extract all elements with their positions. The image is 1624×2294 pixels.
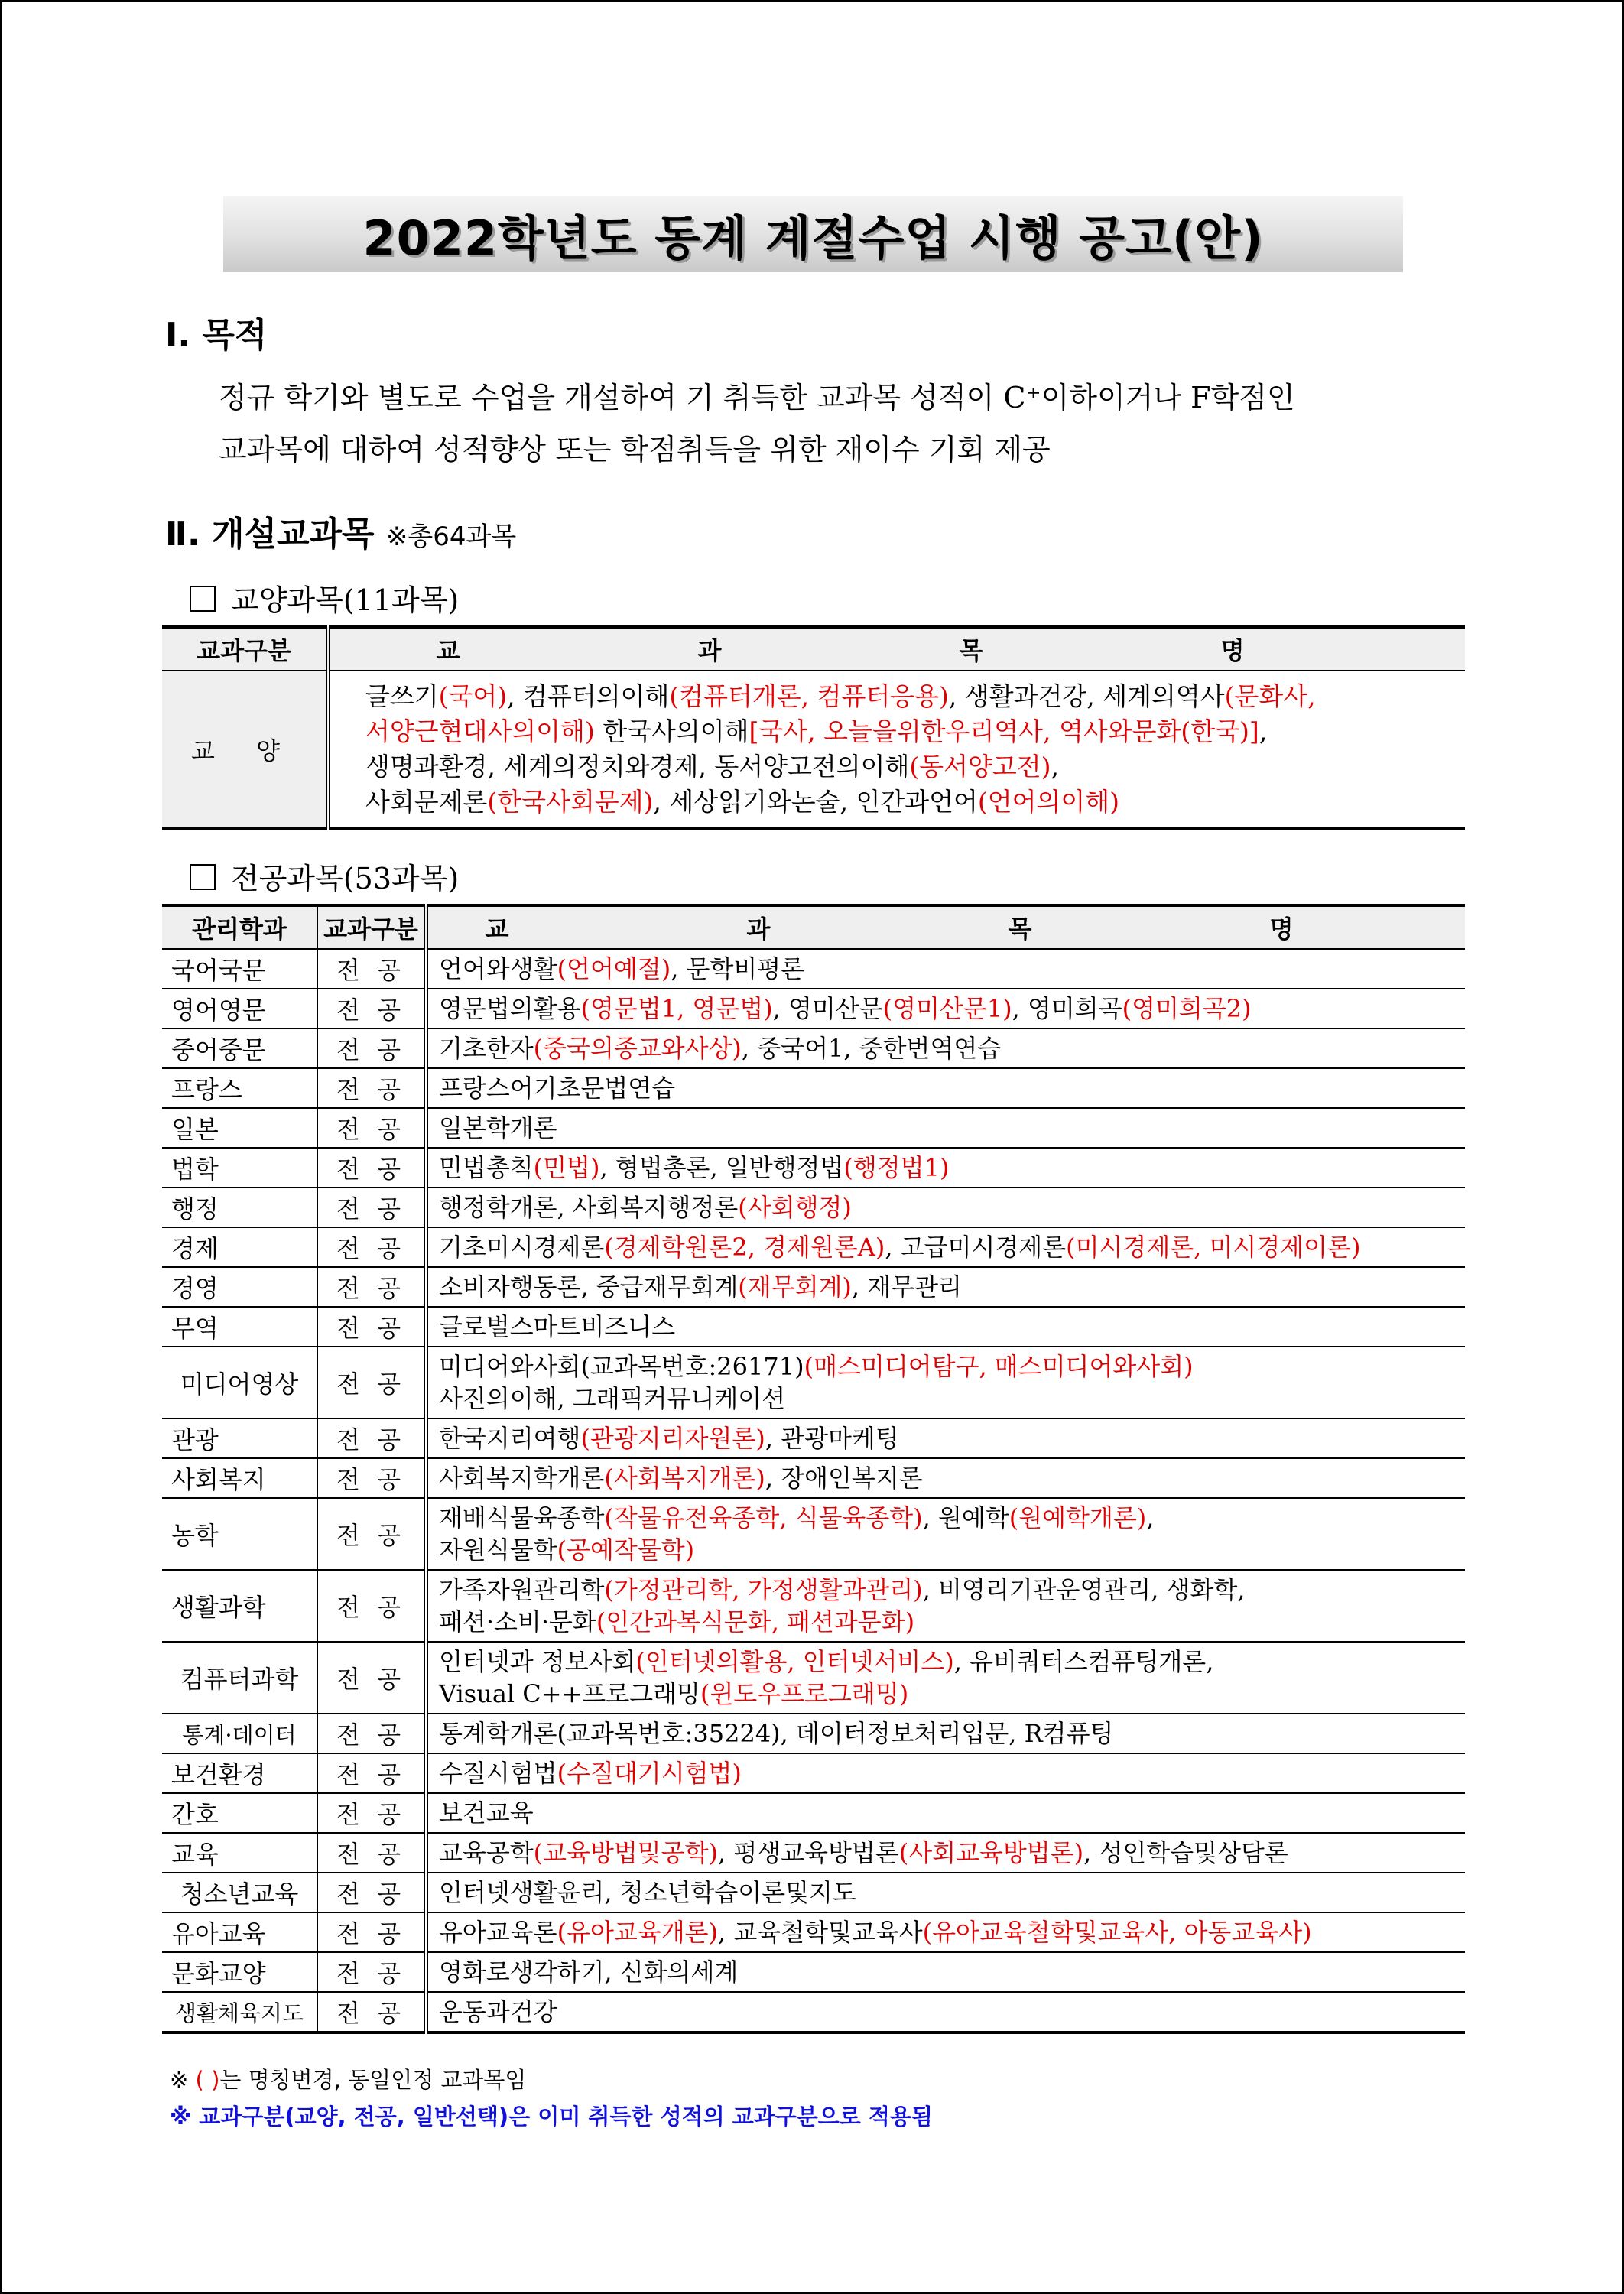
- type-cell: 전 공: [317, 1992, 426, 2032]
- course-text: , 고급미시경제론: [885, 1233, 1067, 1262]
- course-line: [439, 1717, 1454, 1750]
- course-names-cell: [426, 1068, 1465, 1108]
- course-text: , 교육철학및교육사: [718, 1918, 923, 1947]
- course-names-cell: [426, 1188, 1465, 1227]
- type-cell: 전 공: [317, 1952, 426, 1992]
- course-text: 사회복지학개론: [439, 1464, 605, 1493]
- footnote-former-name: ( ): [195, 2067, 220, 2093]
- course-text: 운동과건강: [439, 1997, 557, 2026]
- table-row: [162, 1148, 1465, 1188]
- course-former-name: (사회복지개론): [604, 1464, 765, 1493]
- course-line: [439, 1574, 1454, 1606]
- general-course-names: [328, 671, 1465, 829]
- type-cell: 전 공: [317, 1028, 426, 1068]
- table-row: [162, 1267, 1465, 1307]
- course-names-cell: [426, 1714, 1465, 1753]
- course-text: , 관광마케팅: [765, 1424, 899, 1453]
- course-line: [365, 749, 1430, 785]
- dept-cell: 컴퓨터과학: [162, 1642, 317, 1714]
- dept-cell: 일본: [162, 1108, 317, 1148]
- footnote-category-rule: [170, 2100, 933, 2131]
- course-former-name: (미시경제론, 미시경제이론): [1066, 1233, 1361, 1262]
- table-row: [162, 989, 1465, 1028]
- table-row: [162, 1793, 1465, 1833]
- course-text: 영문법의활용: [439, 994, 581, 1023]
- course-names-cell: [426, 1912, 1465, 1952]
- course-text: 인터넷과 정보사회: [439, 1647, 636, 1676]
- table-row: [162, 1753, 1465, 1793]
- course-names-cell: [426, 1148, 1465, 1188]
- course-line: [439, 993, 1454, 1025]
- major-col-type: 교과구분: [317, 905, 426, 949]
- course-text: 유아교육론: [439, 1918, 557, 1947]
- dept-cell: 영어영문: [162, 989, 317, 1028]
- course-former-name: (작물유전육종학, 식물육종학): [604, 1503, 923, 1532]
- course-text: 수질시험법: [439, 1759, 557, 1788]
- dept-cell: 간호: [162, 1793, 317, 1833]
- course-text: 미디어와사회(교과목번호:26171): [439, 1352, 804, 1381]
- table-row: [162, 1068, 1465, 1108]
- course-names-cell: [426, 1952, 1465, 1992]
- table-row: [162, 1992, 1465, 2032]
- course-line: [439, 1996, 1454, 2028]
- course-names-cell: [426, 1753, 1465, 1793]
- course-line: [439, 1072, 1454, 1104]
- course-line: [439, 1502, 1454, 1534]
- course-former-name: [국사, 오늘을위한우리역사, 역사와문화(한국)]: [749, 716, 1259, 746]
- dept-cell: 문화교양: [162, 1952, 317, 1992]
- course-names-cell: [426, 1873, 1465, 1912]
- general-col-names: 교 과 목 명: [328, 627, 1465, 671]
- course-line: [439, 1797, 1454, 1829]
- course-line: [439, 1606, 1454, 1638]
- dept-cell: 농학: [162, 1498, 317, 1570]
- course-line: [439, 1956, 1454, 1988]
- type-cell: 전 공: [317, 1570, 426, 1642]
- course-text: , 성인학습및상담론: [1083, 1838, 1288, 1867]
- course-names-cell: [426, 1458, 1465, 1498]
- course-former-name: (재무회계): [738, 1272, 852, 1301]
- dept-cell: 사회복지: [162, 1458, 317, 1498]
- table-row: [162, 1227, 1465, 1267]
- course-names-cell: [426, 989, 1465, 1028]
- course-text: 글로벌스마트비즈니스: [439, 1312, 676, 1341]
- course-text: 프랑스어기초문법연습: [439, 1074, 676, 1103]
- course-former-name: (수질대기시험법): [557, 1759, 742, 1788]
- checkbox-square-icon: [190, 586, 216, 612]
- general-heading: 교양과목(11과목): [231, 583, 460, 617]
- course-former-name: (교육방법및공학): [533, 1838, 719, 1867]
- course-line: [439, 1757, 1454, 1789]
- course-names-cell: [426, 1108, 1465, 1148]
- course-former-name: (인터넷의활용, 인터넷서비스): [635, 1647, 954, 1676]
- course-text: 영화로생각하기, 신화의세계: [439, 1958, 739, 1987]
- general-courses-table: [162, 625, 1465, 830]
- course-line: [365, 714, 1430, 749]
- section-2-note: ※총64과목: [385, 522, 517, 552]
- course-line: [365, 679, 1430, 714]
- title-banner: [223, 196, 1403, 272]
- course-line: [439, 1534, 1454, 1566]
- course-text: 사회문제론: [365, 787, 488, 817]
- table-row: [162, 1108, 1465, 1148]
- course-former-name: (영문법1, 영문법): [580, 994, 773, 1023]
- dept-cell: 통계·데이터: [162, 1714, 317, 1753]
- course-names-cell: [426, 1347, 1465, 1418]
- footnote-text: 는 명칭변경, 동일인정 교과목임: [219, 2067, 527, 2093]
- course-former-name: (한국사회문제): [487, 787, 654, 817]
- course-text: , 영미산문: [772, 994, 883, 1023]
- course-line: [439, 1837, 1454, 1869]
- course-former-name: (영미희곡2): [1122, 994, 1252, 1023]
- course-text: 인터넷생활윤리, 청소년학습이론및지도: [439, 1878, 856, 1907]
- footnote-rename: [170, 2063, 526, 2094]
- course-former-name: 서양근현대사의이해): [365, 716, 595, 746]
- type-cell: 전 공: [317, 1873, 426, 1912]
- course-names-cell: [426, 1992, 1465, 2032]
- course-text: , 장애인복지론: [765, 1464, 923, 1493]
- course-names-cell: [426, 949, 1465, 989]
- dept-cell: 경제: [162, 1227, 317, 1267]
- type-cell: 전 공: [317, 1753, 426, 1793]
- course-text: Visual C++프로그래밍: [439, 1679, 700, 1708]
- course-former-name: (유아교육개론): [557, 1918, 719, 1947]
- course-former-name: (중국의종교와사상): [533, 1034, 742, 1063]
- dept-cell: 청소년교육: [162, 1873, 317, 1912]
- course-former-name: (사회행정): [738, 1193, 852, 1222]
- course-former-name: (언어예절): [557, 954, 671, 983]
- dept-cell: 경영: [162, 1267, 317, 1307]
- course-former-name: (공예작물학): [557, 1535, 695, 1565]
- type-cell: 전 공: [317, 949, 426, 989]
- course-line: [439, 1231, 1454, 1263]
- course-line: [439, 1271, 1454, 1303]
- page-title: 2022학년도 동계 계절수업 시행 공고(안): [362, 210, 1264, 266]
- type-cell: 전 공: [317, 1307, 426, 1347]
- footnote-text: ※ 교과구분(교양, 전공, 일반선택)은 이미 취득한 성적의 교과구분으로 적용됨: [170, 2104, 933, 2130]
- dept-cell: 생활과학: [162, 1570, 317, 1642]
- course-names-cell: [426, 1793, 1465, 1833]
- type-cell: 전 공: [317, 989, 426, 1028]
- course-text: 민법총칙: [439, 1153, 534, 1182]
- type-cell: 전 공: [317, 1793, 426, 1833]
- course-text: , 중국어1, 중한번역연습: [741, 1034, 1002, 1063]
- course-text: 기초미시경제론: [439, 1233, 605, 1262]
- dept-cell: 법학: [162, 1148, 317, 1188]
- course-former-name: (언어의이해): [977, 787, 1120, 817]
- type-cell: 전 공: [317, 1458, 426, 1498]
- course-text: 한국사의이해: [594, 716, 749, 746]
- course-text: 가족자원관리학: [439, 1575, 605, 1604]
- course-line: [439, 1032, 1454, 1064]
- type-cell: 전 공: [317, 1188, 426, 1227]
- course-text: 통계학개론(교과목번호:35224), 데이터정보처리입문, R컴퓨팅: [439, 1719, 1114, 1748]
- course-text: , 평생교육방법론: [718, 1838, 899, 1867]
- course-line: [439, 953, 1454, 985]
- table-row: [162, 1188, 1465, 1227]
- dept-cell: 중어중문: [162, 1028, 317, 1068]
- course-text: ,: [1051, 752, 1060, 781]
- table-row: [162, 1833, 1465, 1873]
- type-cell: 전 공: [317, 1108, 426, 1148]
- course-former-name: (컴퓨터개론, 컴퓨터응용): [669, 681, 949, 711]
- course-line: [439, 1191, 1454, 1223]
- course-text: , 형법총론, 일반행정법: [599, 1153, 844, 1182]
- course-text: 사진의이해, 그래픽커뮤니케이션: [439, 1384, 786, 1413]
- course-text: 일본학개론: [439, 1113, 557, 1142]
- course-text: 글쓰기: [365, 681, 439, 711]
- table-row: [162, 1952, 1465, 1992]
- course-text: 소비자행동론, 중급재무회계: [439, 1272, 739, 1301]
- major-col-names: 교 과 목 명: [426, 905, 1465, 949]
- table-row: [162, 949, 1465, 989]
- dept-cell: 생활체육지도: [162, 1992, 317, 2032]
- course-text: , 문학비평론: [671, 954, 805, 983]
- course-line: [439, 1350, 1454, 1383]
- course-line: [439, 1311, 1454, 1343]
- table-row: [162, 1458, 1465, 1498]
- course-text: 패션·소비·문화: [439, 1607, 596, 1636]
- type-cell: 전 공: [317, 1068, 426, 1108]
- dept-cell: 무역: [162, 1307, 317, 1347]
- course-text: , 비영리기관운영관리, 생화학,: [922, 1575, 1246, 1604]
- table-row: [162, 1418, 1465, 1458]
- type-cell: 전 공: [317, 1642, 426, 1714]
- course-former-name: (국어): [438, 681, 508, 711]
- course-text: 자원식물학: [439, 1535, 557, 1565]
- course-former-name: (민법): [533, 1153, 600, 1182]
- type-cell: 전 공: [317, 1347, 426, 1418]
- course-names-cell: [426, 1498, 1465, 1570]
- type-cell: 전 공: [317, 1912, 426, 1952]
- type-cell: 전 공: [317, 1833, 426, 1873]
- course-line: [439, 1383, 1454, 1415]
- course-names-cell: [426, 1570, 1465, 1642]
- major-col-dept: 관리학과: [162, 905, 317, 949]
- course-line: [439, 1916, 1454, 1948]
- course-text: 교육공학: [439, 1838, 534, 1867]
- section-1-heading: Ⅰ. 목적: [165, 316, 268, 355]
- course-text: ,: [1146, 1503, 1155, 1532]
- dept-cell: 보건환경: [162, 1753, 317, 1793]
- course-line: [439, 1876, 1454, 1909]
- major-heading: 전공과목(53과목): [231, 862, 460, 895]
- table-row: [162, 1498, 1465, 1570]
- course-line: [439, 1678, 1454, 1710]
- general-col-type: 교과구분: [162, 627, 328, 671]
- course-former-name: (매스미디어탐구, 매스미디어와사회): [804, 1352, 1194, 1381]
- course-former-name: (인간과복식문화, 패션과문화): [596, 1607, 915, 1636]
- section-1-line-1: 정규 학기와 별도로 수업을 개설하여 기 취득한 교과목 성적이 C⁺이하이거나 F학점인: [219, 381, 1295, 414]
- course-text: 보건교육: [439, 1798, 534, 1828]
- course-line: [365, 785, 1430, 820]
- section-1-line-2: 교과목에 대하여 성적향상 또는 학점취득을 위한 재이수 기회 제공: [219, 433, 1051, 466]
- course-text: , 컴퓨터의이해: [507, 681, 670, 711]
- footnote-text: ※: [170, 2067, 196, 2093]
- type-cell: 전 공: [317, 1148, 426, 1188]
- dept-cell: 관광: [162, 1418, 317, 1458]
- type-cell: 전 공: [317, 1498, 426, 1570]
- course-text: 언어와생활: [439, 954, 557, 983]
- course-text: , 유비쿼터스컴퓨팅개론,: [953, 1647, 1214, 1676]
- course-names-cell: [426, 1028, 1465, 1068]
- table-row: [162, 671, 1465, 829]
- course-names-cell: [426, 1227, 1465, 1267]
- table-row: [162, 1570, 1465, 1642]
- course-former-name: (윈도우프로그래밍): [700, 1679, 909, 1708]
- course-former-name: (사회교육방법론): [898, 1838, 1084, 1867]
- course-line: [439, 1152, 1454, 1184]
- table-row: [162, 1714, 1465, 1753]
- course-line: [439, 1112, 1454, 1144]
- type-cell: 전 공: [317, 1714, 426, 1753]
- type-cell: 전 공: [317, 1267, 426, 1307]
- course-text: , 생활과건강, 세계의역사: [948, 681, 1225, 711]
- course-former-name: (가정관리학, 가정생활과관리): [604, 1575, 923, 1604]
- course-former-name: (원예학개론): [1009, 1503, 1147, 1532]
- major-subheading: [190, 855, 459, 897]
- course-line: [439, 1422, 1454, 1454]
- course-text: 행정학개론, 사회복지행정론: [439, 1193, 739, 1222]
- section-1-body: [219, 372, 1473, 476]
- table-row: [162, 1347, 1465, 1418]
- course-line: [439, 1462, 1454, 1494]
- major-courses-table: [162, 904, 1465, 2034]
- general-subheading: [190, 577, 459, 619]
- course-line: [439, 1646, 1454, 1678]
- course-text: ,: [1259, 716, 1268, 746]
- course-text: 생명과환경, 세계의정치와경제, 동서양고전의이해: [365, 752, 910, 781]
- course-names-cell: [426, 1267, 1465, 1307]
- course-names-cell: [426, 1642, 1465, 1714]
- dept-cell: 프랑스: [162, 1068, 317, 1108]
- course-text: , 세상읽기와논술, 인간과언어: [653, 787, 978, 817]
- section-2-title: Ⅱ. 개설교과목: [165, 515, 375, 554]
- course-former-name: (관광지리자원론): [580, 1424, 765, 1453]
- table-row: [162, 1307, 1465, 1347]
- course-names-cell: [426, 1418, 1465, 1458]
- section-2-heading: [165, 506, 516, 555]
- general-category: 교 양: [162, 671, 328, 829]
- course-former-name: (영미산문1): [882, 994, 1012, 1023]
- dept-cell: 미디어영상: [162, 1347, 317, 1418]
- course-former-name: (경제학원론2, 경제원론A): [604, 1233, 885, 1262]
- course-former-name: (문화사,: [1224, 681, 1316, 711]
- course-former-name: (행정법1): [843, 1153, 950, 1182]
- table-row: [162, 1028, 1465, 1068]
- checkbox-square-icon: [190, 864, 216, 890]
- dept-cell: 교육: [162, 1833, 317, 1873]
- dept-cell: 행정: [162, 1188, 317, 1227]
- course-text: , 재무관리: [851, 1272, 962, 1301]
- table-row: [162, 1873, 1465, 1912]
- table-row: [162, 1912, 1465, 1952]
- course-text: , 영미희곡: [1012, 994, 1122, 1023]
- course-names-cell: [426, 1307, 1465, 1347]
- course-names-cell: [426, 1833, 1465, 1873]
- type-cell: 전 공: [317, 1227, 426, 1267]
- course-text: 재배식물육종학: [439, 1503, 605, 1532]
- table-row: [162, 1642, 1465, 1714]
- course-text: 기초한자: [439, 1034, 534, 1063]
- course-text: 한국지리여행: [439, 1424, 581, 1453]
- dept-cell: 국어국문: [162, 949, 317, 989]
- dept-cell: 유아교육: [162, 1912, 317, 1952]
- course-text: , 원예학: [922, 1503, 1009, 1532]
- course-former-name: (유아교육철학및교육사, 아동교육사): [922, 1918, 1312, 1947]
- type-cell: 전 공: [317, 1418, 426, 1458]
- course-former-name: (동서양고전): [909, 752, 1051, 781]
